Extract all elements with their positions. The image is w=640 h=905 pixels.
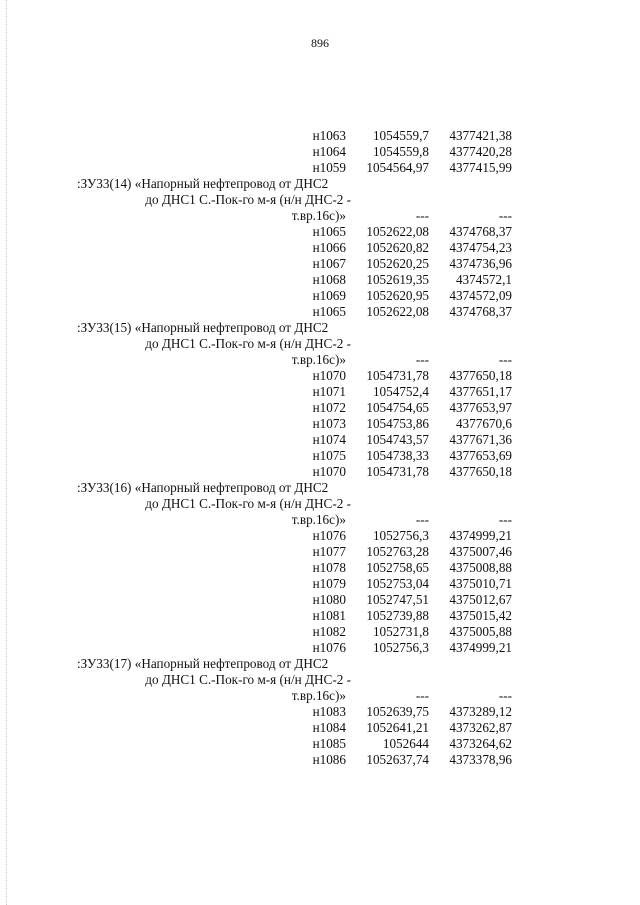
coord-x: 1052756,3 bbox=[372, 528, 429, 543]
point-id: н1077 bbox=[312, 544, 346, 559]
point-id: н1059 bbox=[312, 160, 346, 175]
coordinate-row bbox=[77, 368, 517, 384]
page-number: 896 bbox=[311, 36, 329, 50]
coord-y: 4373264,62 bbox=[449, 736, 512, 751]
section-title-line3: т.вр.16с)» bbox=[291, 352, 346, 367]
point-id: н1065 bbox=[312, 304, 346, 319]
coordinate-row bbox=[77, 592, 517, 608]
coord-y: 4377650,18 bbox=[449, 464, 512, 479]
coord-y: 4374572,09 bbox=[449, 288, 512, 303]
section-title-line1: :ЗУ33(17) «Напорный нефтепровод от ДНС2 bbox=[77, 656, 329, 671]
coord-x: 1054559,7 bbox=[372, 128, 429, 143]
coord-x: 1054559,8 bbox=[372, 144, 429, 159]
dash-x: --- bbox=[415, 208, 429, 223]
coord-y: 4377650,18 bbox=[449, 368, 512, 383]
point-id: н1070 bbox=[312, 464, 346, 479]
coord-x: 1054752,4 bbox=[372, 384, 429, 399]
coord-x: 1052758,65 bbox=[366, 560, 429, 575]
coordinate-row bbox=[77, 720, 517, 736]
coord-y: 4375005,88 bbox=[449, 624, 512, 639]
point-id: н1075 bbox=[312, 448, 346, 463]
point-id: н1086 bbox=[312, 752, 346, 767]
coordinate-row bbox=[77, 528, 517, 544]
coord-y: 4377651,17 bbox=[449, 384, 512, 399]
coord-x: 1052644 bbox=[382, 736, 429, 751]
coord-x: 1052641,21 bbox=[366, 720, 429, 735]
coordinates-document bbox=[77, 128, 517, 768]
coord-y: 4374999,21 bbox=[449, 528, 512, 543]
coordinate-row bbox=[77, 704, 517, 720]
coord-y: 4374999,21 bbox=[449, 640, 512, 655]
coord-x: 1052739,88 bbox=[366, 608, 429, 623]
point-id: н1067 bbox=[312, 256, 346, 271]
coordinate-row bbox=[77, 288, 517, 304]
coord-y: 4375012,67 bbox=[449, 592, 512, 607]
section-title-row bbox=[77, 688, 517, 704]
point-id: н1063 bbox=[312, 128, 346, 143]
point-id: н1071 bbox=[312, 384, 346, 399]
coord-x: 1052731,8 bbox=[372, 624, 429, 639]
coord-x: 1054754,65 bbox=[366, 400, 429, 415]
coord-x: 1052639,75 bbox=[366, 704, 429, 719]
dash-y: --- bbox=[498, 352, 512, 367]
coordinate-row bbox=[77, 304, 517, 320]
coord-y: 4374736,96 bbox=[449, 256, 512, 271]
section-title-line2: до ДНС1 С.-Пок-го м-я (н/н ДНС-2 - bbox=[145, 192, 351, 207]
coord-y: 4377670,6 bbox=[455, 416, 512, 431]
point-id: н1081 bbox=[312, 608, 346, 623]
dash-x: --- bbox=[415, 688, 429, 703]
coord-y: 4374768,37 bbox=[449, 224, 512, 239]
coord-x: 1052763,28 bbox=[366, 544, 429, 559]
coord-y: 4377421,38 bbox=[449, 128, 512, 143]
coord-y: 4374754,23 bbox=[449, 240, 512, 255]
coord-y: 4373262,87 bbox=[449, 720, 512, 735]
coordinate-row bbox=[77, 736, 517, 752]
section-title-line3: т.вр.16с)» bbox=[291, 208, 346, 223]
coordinate-row bbox=[77, 128, 517, 144]
section-title-row bbox=[77, 352, 517, 368]
coord-y: 4377415,99 bbox=[449, 160, 512, 175]
point-id: н1072 bbox=[312, 400, 346, 415]
coordinate-row bbox=[77, 544, 517, 560]
coordinate-row bbox=[77, 272, 517, 288]
coord-x: 1052619,35 bbox=[366, 272, 429, 287]
coordinate-row bbox=[77, 400, 517, 416]
coord-x: 1054564,97 bbox=[366, 160, 429, 175]
coordinate-row bbox=[77, 224, 517, 240]
point-id: н1068 bbox=[312, 272, 346, 287]
point-id: н1079 bbox=[312, 576, 346, 591]
point-id: н1064 bbox=[312, 144, 346, 159]
coordinate-row bbox=[77, 432, 517, 448]
point-id: н1073 bbox=[312, 416, 346, 431]
coord-x: 1052756,3 bbox=[372, 640, 429, 655]
point-id: н1076 bbox=[312, 640, 346, 655]
coord-x: 1052620,95 bbox=[366, 288, 429, 303]
coord-x: 1054731,78 bbox=[366, 368, 429, 383]
coord-x: 1054731,78 bbox=[366, 464, 429, 479]
coordinate-row bbox=[77, 576, 517, 592]
coordinate-row bbox=[77, 608, 517, 624]
section-title-line2: до ДНС1 С.-Пок-го м-я (н/н ДНС-2 - bbox=[145, 672, 351, 687]
coord-x: 1052622,08 bbox=[366, 224, 429, 239]
coordinate-row bbox=[77, 160, 517, 176]
coord-x: 1054738,33 bbox=[366, 448, 429, 463]
point-id: н1083 bbox=[312, 704, 346, 719]
coordinate-row bbox=[77, 624, 517, 640]
dash-x: --- bbox=[415, 352, 429, 367]
dash-y: --- bbox=[498, 208, 512, 223]
point-id: н1085 bbox=[312, 736, 346, 751]
coord-x: 1054743,57 bbox=[366, 432, 429, 447]
coord-x: 1052620,82 bbox=[366, 240, 429, 255]
dash-y: --- bbox=[498, 512, 512, 527]
coordinate-row bbox=[77, 416, 517, 432]
coordinate-row bbox=[77, 384, 517, 400]
point-id: н1076 bbox=[312, 528, 346, 543]
dash-x: --- bbox=[415, 512, 429, 527]
coord-y: 4377653,97 bbox=[449, 400, 512, 415]
point-id: н1084 bbox=[312, 720, 346, 735]
point-id: н1065 bbox=[312, 224, 346, 239]
coordinate-row bbox=[77, 448, 517, 464]
coord-x: 1052637,74 bbox=[366, 752, 429, 767]
coord-y: 4375007,46 bbox=[449, 544, 512, 559]
coord-y: 4375015,42 bbox=[449, 608, 512, 623]
coord-y: 4373378,96 bbox=[449, 752, 512, 767]
section-title-line1: :ЗУ33(14) «Напорный нефтепровод от ДНС2 bbox=[77, 176, 329, 191]
coordinate-row bbox=[77, 752, 517, 768]
point-id: н1082 bbox=[312, 624, 346, 639]
point-id: н1066 bbox=[312, 240, 346, 255]
coordinate-row bbox=[77, 640, 517, 656]
point-id: н1078 bbox=[312, 560, 346, 575]
coordinate-row bbox=[77, 256, 517, 272]
section-title-row bbox=[77, 208, 517, 224]
coord-y: 4373289,12 bbox=[449, 704, 512, 719]
coord-y: 4375008,88 bbox=[449, 560, 512, 575]
coordinate-row bbox=[77, 144, 517, 160]
section-title-line2: до ДНС1 С.-Пок-го м-я (н/н ДНС-2 - bbox=[145, 496, 351, 511]
coord-x: 1052747,51 bbox=[366, 592, 429, 607]
point-id: н1069 bbox=[312, 288, 346, 303]
section-title-row bbox=[77, 512, 517, 528]
coord-y: 4377671,36 bbox=[449, 432, 512, 447]
coord-x: 1052622,08 bbox=[366, 304, 429, 319]
coord-x: 1052753,04 bbox=[366, 576, 429, 591]
point-id: н1080 bbox=[312, 592, 346, 607]
section-title-line2: до ДНС1 С.-Пок-го м-я (н/н ДНС-2 - bbox=[145, 336, 351, 351]
point-id: н1074 bbox=[312, 432, 346, 447]
coord-y: 4375010,71 bbox=[449, 576, 512, 591]
coord-x: 1054753,86 bbox=[366, 416, 429, 431]
scan-edge-line bbox=[6, 0, 7, 905]
coord-y: 4377420,28 bbox=[449, 144, 512, 159]
section-title-line3: т.вр.16с)» bbox=[291, 512, 346, 527]
coord-y: 4374572,1 bbox=[455, 272, 512, 287]
section-title-line1: :ЗУ33(16) «Напорный нефтепровод от ДНС2 bbox=[77, 480, 329, 495]
section-title-line3: т.вр.16с)» bbox=[291, 688, 346, 703]
coord-y: 4377653,69 bbox=[449, 448, 512, 463]
dash-y: --- bbox=[498, 688, 512, 703]
coordinate-row bbox=[77, 464, 517, 480]
coord-x: 1052620,25 bbox=[366, 256, 429, 271]
coordinate-row bbox=[77, 560, 517, 576]
section-title-line1: :ЗУ33(15) «Напорный нефтепровод от ДНС2 bbox=[77, 320, 329, 335]
coord-y: 4374768,37 bbox=[449, 304, 512, 319]
point-id: н1070 bbox=[312, 368, 346, 383]
coordinate-row bbox=[77, 240, 517, 256]
